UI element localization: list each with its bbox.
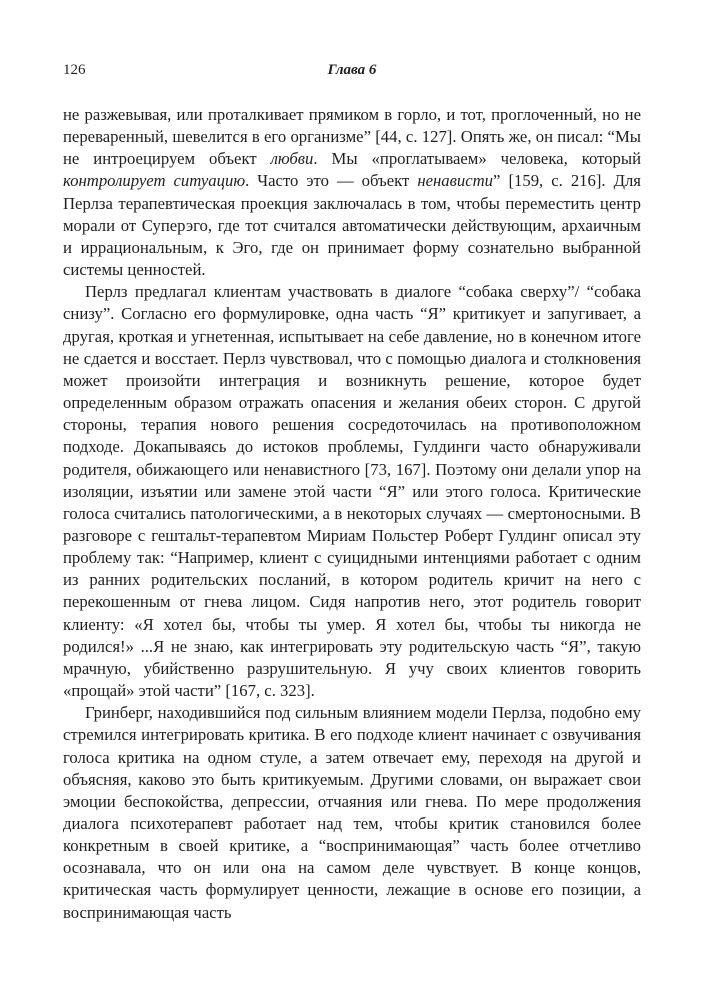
paragraph: [63, 702, 641, 924]
running-header: [63, 62, 641, 86]
body-text: [63, 104, 641, 924]
text-span: . Часто это — объект: [245, 171, 418, 191]
chapter-title: Глава 6: [327, 62, 377, 78]
italic-span: контролирует ситуацию: [63, 171, 246, 191]
text-span: ” [159, с. 216]. Для Перлза терапевтическая проекция заключалась в том, чтобы переместить центр морали от Суперэго, где тот считался автоматически действующим, архаичным и иррациональным, к Эго, где он принимает форму сознательно выбранной системы ценностей.: [63, 171, 641, 280]
text-span: Гринберг, находившийся под сильным влиянием модели Перлза, подобно ему стремился интегрировать критика. В его подходе клиент начинает с озвучивания голоса критика на одном стуле, а затем отвечает ему, переходя на другой и объясняя, каково это быть критикуемым. Другими словами, он выражает свои эмоции беспокойства, депрессии, отчаяния или гнева. По мере продолжения диалога психотерапевт работает над тем, чтобы критик становился более конкретным в своей критике, а “воспринимающая” часть более отчетливо осознавала, что он или она на самом деле чувствует. В конце концов, критическая часть формулирует ценности, лежащие в основе его позиции, а воспринимающая часть: [63, 703, 641, 922]
text-span: . Мы «проглатываем» человека, который: [313, 149, 641, 169]
text-span: Перлз предлагал клиентам участвовать в диалоге “собака сверху”/ “собака снизу”. Согласно его формулировке, одна часть “Я” критикует и запугивает, а другая, кроткая и угнетенная, испытывает на себе давление, но в конечном итоге не сдается и восстает. Перлз чувствовал, что с помощью диалога и столкновения может произойти интеграция и возникнуть решение, которое будет определенным образом отражать опасения и желания обеих сторон. С другой стороны, терапия нового решения сосредоточилась на противоположном подходе. Докапываясь до истоков проблемы, Гулдинги часто обнаруживали родителя, обижающего или ненавистного [73, 167]. Поэтому они делали упор на изоляции, изъятии или замене этой части “Я” или этого голоса. Критические голоса считались патологическими, а в некоторых случаях — смертоносными. В разговоре с гештальт-терапевтом Мириам Польстер Роберт Гулдинг описал эту проблему так: “Например, клиент с суицидными интенциями работает с одним из ранних родительских посланий, в котором родитель кричит на него с перекошенным от гнева лицом. Сидя напротив него, этот родитель говорит клиенту: «Я хотел бы, чтобы ты умер. Я хотел бы, чтобы ты никогда не родился!» ...Я не знаю, как интегрировать эту родительскую часть “Я”, такую мрачную, убийственно разрушительную. Я учу своих клиентов говорить «прощай» этой части” [167, с. 323].: [63, 282, 641, 701]
paragraph: [63, 281, 641, 702]
italic-span: любви: [270, 149, 314, 169]
italic-span: ненависти: [417, 171, 494, 191]
paragraph: [63, 104, 641, 281]
text-span: не разжевывая, или проталкивает прямиком в горло, и тот, проглоченный, но не переваренный, шевелится в его организме” [44, с. 127]. Опять же, он писал: “Мы не интроецируем объект: [63, 105, 641, 169]
page-number: 126: [63, 62, 86, 78]
